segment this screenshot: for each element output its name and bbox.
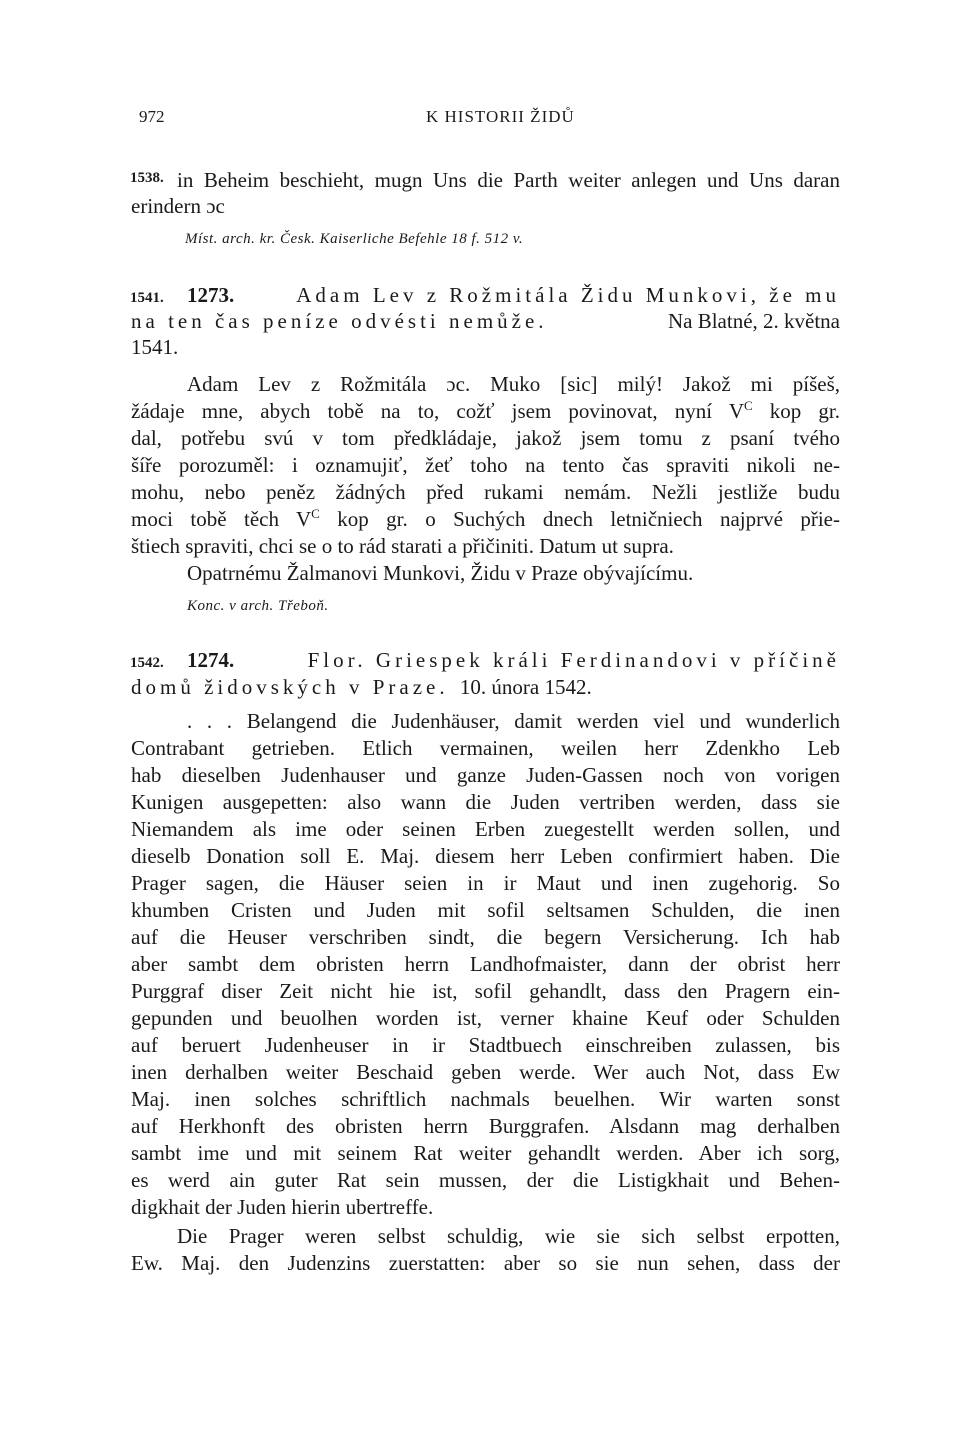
entry-1274-body-line-3: hab dieselben Judenhauser und ganze Juden-Gassen noch von vorigen: [131, 763, 840, 787]
entry-1274-body-line-7: Prager sagen, die Häuser seien in ir Maut und inen zugehorig. So: [131, 871, 840, 895]
entry-1538-line-1: in Beheim beschieht, mugn Uns die Parth weiter anlegen und Uns daran: [177, 168, 840, 192]
entry-1274-heading: [187, 646, 840, 674]
running-title: K HISTORII ŽIDŮ: [426, 107, 575, 126]
superscript-c: C: [744, 398, 753, 413]
entry-1274-number: 1274.: [187, 648, 235, 672]
entry-1274-body-line-19: digkhait der Juden hierin ubertreffe.: [131, 1195, 434, 1219]
margin-year-1541: 1541.: [130, 290, 164, 306]
entry-1273-body-line-1: Adam Lev z Rožmitála ɔc. Muko [sic] milý! Jakož mi píšeš,: [187, 372, 840, 396]
entry-1274-title-line-1: Flor. Griespek králi Ferdinandovi v příčině: [307, 648, 840, 672]
entry-1273-title-line-1: Adam Lev z Rožmitála Židu Munkovi, že mu: [296, 283, 840, 307]
entry-1273-body-line-6-tail: kop gr. o Suchých dnech letničniech najprvé přie-: [319, 507, 840, 531]
superscript-c: C: [311, 506, 320, 521]
entry-1274-body-line-5: Niemandem als ime oder seinen Erben zuegestellt werden sollen, und: [131, 817, 840, 841]
entry-1274-body-line-20: Die Prager weren selbst schuldig, wie sie sich selbst erpotten,: [177, 1224, 840, 1248]
entry-1274-body-line-11: Purggraf diser Zeit nicht hie ist, sofil gehandlt, dass den Pragern ein-: [131, 979, 840, 1003]
entry-1273-title-line-2: na ten čas peníze odvésti nemůže.: [131, 309, 548, 333]
entry-1274-title-line-2-row: [131, 673, 592, 701]
entry-1274-body-line-18: es werd ain guter Rat sein mussen, der die Listigkhait und Behen-: [131, 1168, 840, 1192]
entry-1274-body-line-9: auf die Heuser verschriben sindt, die begern Versicherung. Ich hab: [131, 925, 840, 949]
entry-1273-body-line-2: [131, 397, 840, 425]
entry-1273-year: 1541.: [131, 335, 179, 359]
entry-1274-body-line-4: Kunigen ausgepetten: also wann die Juden vertriben werden, dass sie: [131, 790, 840, 814]
entry-1274-body-line-2: Contrabant getrieben. Etlich vermainen, weilen herr Zdenkho Leb: [131, 736, 840, 760]
entry-1273-body-line-7: štiech spraviti, chci se o to rád starati a přičiniti. Datum ut supra.: [131, 534, 674, 558]
page-number: 972: [139, 107, 165, 126]
entry-1273-heading: [187, 281, 840, 309]
entry-1273-body-line-3: dal, potřebu svú v tom předkládaje, jakož jsem tomu z psaní tvého: [131, 426, 840, 450]
entry-1538-line-2: erindern ɔc: [131, 194, 225, 218]
entry-1273-source: Konc. v arch. Třeboň.: [187, 598, 329, 614]
entry-1274-body-line-13: auf beruert Judenheuser in ir Stadtbuech einschreiben zulassen, bis: [131, 1033, 840, 1057]
entry-1273-body-line-2-text: žádaje mne, abych tobě na to, cožť jsem povinovat, nyní V: [131, 399, 744, 423]
entry-1273-body-line-6: [131, 505, 840, 533]
entry-1274-title-line-2: domů židovských v Praze.: [131, 675, 449, 699]
entry-1273-number: 1273.: [187, 283, 235, 307]
margin-year-1538: 1538.: [130, 170, 164, 186]
entry-1274-body-line-8: khumben Cristen und Juden mit sofil seltsamen Schulden, die inen: [131, 898, 840, 922]
entry-1274-body-line-21: Ew. Maj. den Judenzins zuerstatten: aber so sie nun sehen, dass der: [131, 1251, 840, 1275]
entry-1273-body-line-2-tail: kop gr.: [752, 399, 840, 423]
entry-1273-body-line-4: šíře porozuměl: i oznamujiť, žeť toho na tento čas spraviti nikoli ne-: [131, 453, 840, 477]
entry-1274-body-line-14: inen derhalben weiter Beschaid geben werde. Wer auch Not, dass Ew: [131, 1060, 840, 1084]
entry-1274-body-line-12: gepunden und beuolhen worden ist, verner khaine Keuf oder Schulden: [131, 1006, 840, 1030]
entry-1274-date: 10. února 1542.: [459, 675, 592, 699]
entry-1538-source: Míst. arch. kr. Česk. Kaiserliche Befehle 18 f. 512 v.: [185, 231, 524, 247]
entry-1274-body-line-1: . . . Belangend die Judenhäuser, damit werden viel und wunderlich: [187, 709, 840, 733]
entry-1273-body-line-8: Opatrnému Žalmanovi Munkovi, Židu v Praze obývajícímu.: [187, 561, 694, 585]
entry-1273-date: Na Blatné, 2. května: [667, 309, 840, 333]
entry-1274-body-line-17: sambt ime und mit seinem Rat weiter gehandlt werden. Aber ich sorg,: [131, 1141, 840, 1165]
entry-1274-body-line-6: dieselb Donation soll E. Maj. diesem herr Leben confirmiert haben. Die: [131, 844, 840, 868]
entry-1273-title-line-2-row: [131, 307, 840, 335]
entry-1274-body-line-16: auf Herkhonft des obristen herrn Burggrafen. Alsdann mag derhalben: [131, 1114, 840, 1138]
entry-1273-body-line-5: mohu, nebo peněz žádných před rukami nemám. Nežli jestliže budu: [131, 480, 840, 504]
entry-1274-body-line-15: Maj. inen solches schriftlich nachmals beuelhen. Wir warten sonst: [131, 1087, 840, 1111]
entry-1273-body-line-6-text: moci tobě těch V: [131, 507, 312, 531]
entry-1274-body-line-10: aber sambt dem obristen herrn Landhofmaister, dann der obrist herr: [131, 952, 840, 976]
margin-year-1542: 1542.: [130, 655, 164, 671]
